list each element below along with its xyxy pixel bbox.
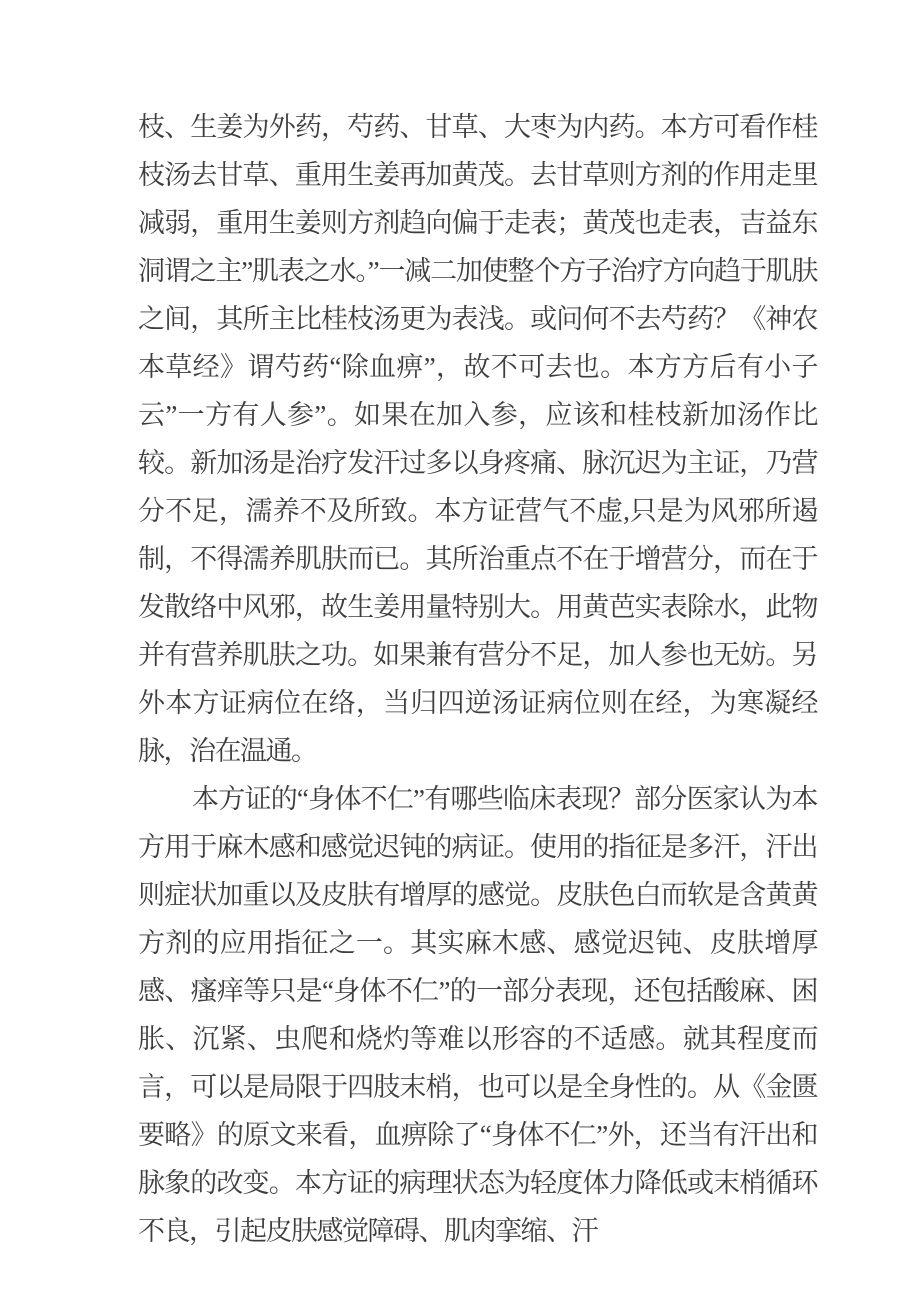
text-block xyxy=(138,103,817,1255)
paragraph-1: 枝、生姜为外药，芍药、甘草、大枣为内药。本方可看作桂枝汤去甘草、重用生姜再加黄茂。去甘草则方剂的作用走里减弱，重用生姜则方剂趋向偏于走表；黄茂也走表，吉益东洞谓之主”肌表之水。”一减二加使整个方子治疗方向趋于肌肤之间，其所主比桂枝汤更为表浅。或问何不去芍药？《神农本草经》谓芍药“除血痹”，故不可去也。本方方后有小子云”一方有人参”。如果在加入参，应该和桂枝新加汤作比较。新加汤是治疗发汗过多以身疼痛、脉沉迟为主证，乃营分不足，濡养不及所致。本方证营气不虚,只是为风邪所遏制，不得濡养肌肤而已。其所治重点不在于增营分，而在于发散络中风邪，故生姜用量特别大。用黄芭实表除水，此物并有营养肌肤之功。如果兼有营分不足，加人参也无妨。另外本方证病位在络，当归四逆汤证病位则在经，为寒凝经脉，治在温通。 xyxy=(138,112,817,766)
paragraph-2: 本方证的“身体不仁”有哪些临床表现？部分医家认为本方用于麻木感和感觉迟钝的病证。使用的指征是多汗，汗出则症状加重以及皮肤有增厚的感觉。皮肤色白而软是含黄黄方剂的应用指征之一。其实麻木感、感觉迟钝、皮肤增厚感、瘙痒等只是“身体不仁”的一部分表现，还包括酸麻、困胀、沉紧、虫爬和烧灼等难以形容的不适感。就其程度而言，可以是局限于四肢末梢，也可以是全身性的。从《金匮要略》的原文来看，血痹除了“身体不仁”外，还当有汗出和脉象的改变。本方证的病理状态为轻度体力降低或末梢循环不良，引起皮肤感觉障碍、肌肉挛缩、汗 xyxy=(138,784,817,1246)
